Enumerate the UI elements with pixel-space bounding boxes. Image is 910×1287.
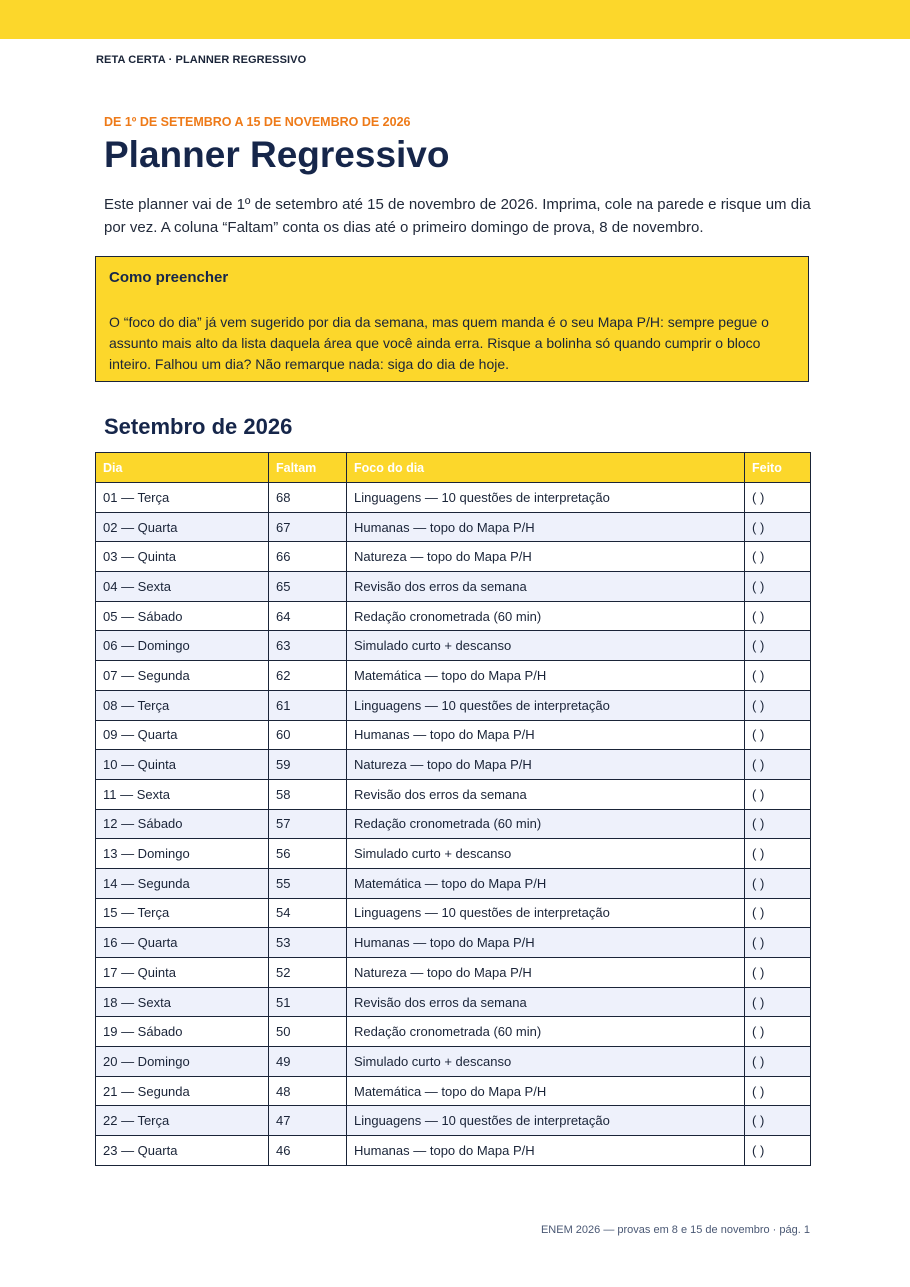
day-cell: 02 — Quarta xyxy=(96,512,269,542)
day-cell: 16 — Quarta xyxy=(96,928,269,958)
day-cell: 20 — Domingo xyxy=(96,1047,269,1077)
column-header-day: Dia xyxy=(96,453,269,483)
focus-cell: Natureza — topo do Mapa P/H xyxy=(347,542,745,572)
focus-cell: Simulado curto + descanso xyxy=(347,1047,745,1077)
focus-cell: Humanas — topo do Mapa P/H xyxy=(347,512,745,542)
table-row xyxy=(96,1076,811,1106)
focus-cell: Revisão dos erros da semana xyxy=(347,987,745,1017)
month-heading: Setembro de 2026 xyxy=(104,414,293,439)
table-row xyxy=(96,601,811,631)
done-checkbox[interactable]: ( ) xyxy=(745,601,811,631)
day-cell: 05 — Sábado xyxy=(96,601,269,631)
table-row xyxy=(96,1106,811,1136)
table-row xyxy=(96,483,811,513)
done-checkbox[interactable]: ( ) xyxy=(745,839,811,869)
focus-cell: Linguagens — 10 questões de interpretação xyxy=(347,1106,745,1136)
done-checkbox[interactable]: ( ) xyxy=(745,779,811,809)
table-row xyxy=(96,750,811,780)
instructions-callout xyxy=(95,256,809,382)
brand-label: RETA CERTA · PLANNER REGRESSIVO xyxy=(96,54,307,66)
done-checkbox[interactable]: ( ) xyxy=(745,720,811,750)
done-checkbox[interactable]: ( ) xyxy=(745,987,811,1017)
done-checkbox[interactable]: ( ) xyxy=(745,661,811,691)
column-header-focus: Foco do dia xyxy=(347,453,745,483)
day-cell: 04 — Sexta xyxy=(96,572,269,602)
date-range-kicker: DE 1º DE SETEMBRO A 15 DE NOVEMBRO DE 2026 xyxy=(104,115,411,129)
days-remaining-cell: 52 xyxy=(269,958,347,988)
done-checkbox[interactable]: ( ) xyxy=(745,542,811,572)
table-row xyxy=(96,779,811,809)
focus-cell: Linguagens — 10 questões de interpretação xyxy=(347,898,745,928)
days-remaining-cell: 49 xyxy=(269,1047,347,1077)
planner-table xyxy=(95,452,811,1166)
day-cell: 03 — Quinta xyxy=(96,542,269,572)
days-remaining-cell: 47 xyxy=(269,1106,347,1136)
done-checkbox[interactable]: ( ) xyxy=(745,572,811,602)
focus-cell: Matemática — topo do Mapa P/H xyxy=(347,1076,745,1106)
days-remaining-cell: 51 xyxy=(269,987,347,1017)
day-cell: 22 — Terça xyxy=(96,1106,269,1136)
page-footer: ENEM 2026 — provas em 8 e 15 de novembro · pág. 1 xyxy=(540,1224,810,1236)
table-row xyxy=(96,631,811,661)
day-cell: 13 — Domingo xyxy=(96,839,269,869)
focus-cell: Redação cronometrada (60 min) xyxy=(347,601,745,631)
day-cell: 18 — Sexta xyxy=(96,987,269,1017)
table-row xyxy=(96,661,811,691)
focus-cell: Linguagens — 10 questões de interpretação xyxy=(347,483,745,513)
table-row xyxy=(96,839,811,869)
done-checkbox[interactable]: ( ) xyxy=(745,898,811,928)
table-row xyxy=(96,720,811,750)
days-remaining-cell: 48 xyxy=(269,1076,347,1106)
days-remaining-cell: 65 xyxy=(269,572,347,602)
focus-cell: Redação cronometrada (60 min) xyxy=(347,809,745,839)
focus-cell: Revisão dos erros da semana xyxy=(347,779,745,809)
done-checkbox[interactable]: ( ) xyxy=(745,690,811,720)
focus-cell: Natureza — topo do Mapa P/H xyxy=(347,958,745,988)
day-cell: 17 — Quinta xyxy=(96,958,269,988)
done-checkbox[interactable]: ( ) xyxy=(745,1106,811,1136)
table-row xyxy=(96,958,811,988)
page-title: Planner Regressivo xyxy=(104,134,450,175)
done-checkbox[interactable]: ( ) xyxy=(745,750,811,780)
top-accent-bar xyxy=(0,0,910,39)
done-checkbox[interactable]: ( ) xyxy=(745,1076,811,1106)
day-cell: 12 — Sábado xyxy=(96,809,269,839)
column-header-remaining: Faltam xyxy=(269,453,347,483)
table-row xyxy=(96,690,811,720)
table-row xyxy=(96,987,811,1017)
days-remaining-cell: 63 xyxy=(269,631,347,661)
table-row xyxy=(96,1136,811,1166)
days-remaining-cell: 57 xyxy=(269,809,347,839)
day-cell: 23 — Quarta xyxy=(96,1136,269,1166)
focus-cell: Revisão dos erros da semana xyxy=(347,572,745,602)
callout-body: O “foco do dia” já vem sugerido por dia da semana, mas quem manda é o seu Mapa P/H: sempre pegue o assunto mais alto da lista daquela área que você ainda erra. Risque a bolinha só quando cumprir o bloco inteiro. Falhou um dia? Não remarque nada: siga do dia de hoje. xyxy=(109,314,769,372)
focus-cell: Linguagens — 10 questões de interpretação xyxy=(347,690,745,720)
done-checkbox[interactable]: ( ) xyxy=(745,868,811,898)
focus-cell: Humanas — topo do Mapa P/H xyxy=(347,720,745,750)
day-cell: 06 — Domingo xyxy=(96,631,269,661)
days-remaining-cell: 53 xyxy=(269,928,347,958)
day-cell: 15 — Terça xyxy=(96,898,269,928)
day-cell: 08 — Terça xyxy=(96,690,269,720)
days-remaining-cell: 67 xyxy=(269,512,347,542)
intro-paragraph: Este planner vai de 1º de setembro até 15 de novembro de 2026. Imprima, cole na parede e risque um dia por vez. A coluna “Faltam” conta os dias até o primeiro domingo de prova, 8 de novembro. xyxy=(104,196,811,236)
day-cell: 14 — Segunda xyxy=(96,868,269,898)
table-header-row xyxy=(96,453,811,483)
done-checkbox[interactable]: ( ) xyxy=(745,809,811,839)
day-cell: 10 — Quinta xyxy=(96,750,269,780)
focus-cell: Matemática — topo do Mapa P/H xyxy=(347,661,745,691)
day-cell: 21 — Segunda xyxy=(96,1076,269,1106)
days-remaining-cell: 46 xyxy=(269,1136,347,1166)
done-checkbox[interactable]: ( ) xyxy=(745,958,811,988)
callout-title: Como preencher xyxy=(109,269,229,286)
table-row xyxy=(96,542,811,572)
days-remaining-cell: 61 xyxy=(269,690,347,720)
days-remaining-cell: 68 xyxy=(269,483,347,513)
table-body xyxy=(96,483,811,1166)
days-remaining-cell: 56 xyxy=(269,839,347,869)
day-cell: 01 — Terça xyxy=(96,483,269,513)
done-checkbox[interactable]: ( ) xyxy=(745,483,811,513)
days-remaining-cell: 55 xyxy=(269,868,347,898)
table-row xyxy=(96,809,811,839)
focus-cell: Matemática — topo do Mapa P/H xyxy=(347,868,745,898)
days-remaining-cell: 54 xyxy=(269,898,347,928)
focus-cell: Simulado curto + descanso xyxy=(347,839,745,869)
days-remaining-cell: 62 xyxy=(269,661,347,691)
done-checkbox[interactable]: ( ) xyxy=(745,631,811,661)
day-cell: 11 — Sexta xyxy=(96,779,269,809)
focus-cell: Humanas — topo do Mapa P/H xyxy=(347,1136,745,1166)
days-remaining-cell: 60 xyxy=(269,720,347,750)
done-checkbox[interactable]: ( ) xyxy=(745,512,811,542)
done-checkbox[interactable]: ( ) xyxy=(745,1017,811,1047)
days-remaining-cell: 50 xyxy=(269,1017,347,1047)
done-checkbox[interactable]: ( ) xyxy=(745,928,811,958)
table-row xyxy=(96,572,811,602)
day-cell: 09 — Quarta xyxy=(96,720,269,750)
table-row xyxy=(96,512,811,542)
table-row xyxy=(96,868,811,898)
table-row xyxy=(96,928,811,958)
table-row xyxy=(96,1017,811,1047)
done-checkbox[interactable]: ( ) xyxy=(745,1136,811,1166)
days-remaining-cell: 58 xyxy=(269,779,347,809)
focus-cell: Simulado curto + descanso xyxy=(347,631,745,661)
day-cell: 19 — Sábado xyxy=(96,1017,269,1047)
days-remaining-cell: 64 xyxy=(269,601,347,631)
days-remaining-cell: 66 xyxy=(269,542,347,572)
table-row xyxy=(96,1047,811,1077)
table-row xyxy=(96,898,811,928)
days-remaining-cell: 59 xyxy=(269,750,347,780)
column-header-done: Feito xyxy=(745,453,811,483)
focus-cell: Redação cronometrada (60 min) xyxy=(347,1017,745,1047)
focus-cell: Humanas — topo do Mapa P/H xyxy=(347,928,745,958)
focus-cell: Natureza — topo do Mapa P/H xyxy=(347,750,745,780)
done-checkbox[interactable]: ( ) xyxy=(745,1047,811,1077)
day-cell: 07 — Segunda xyxy=(96,661,269,691)
